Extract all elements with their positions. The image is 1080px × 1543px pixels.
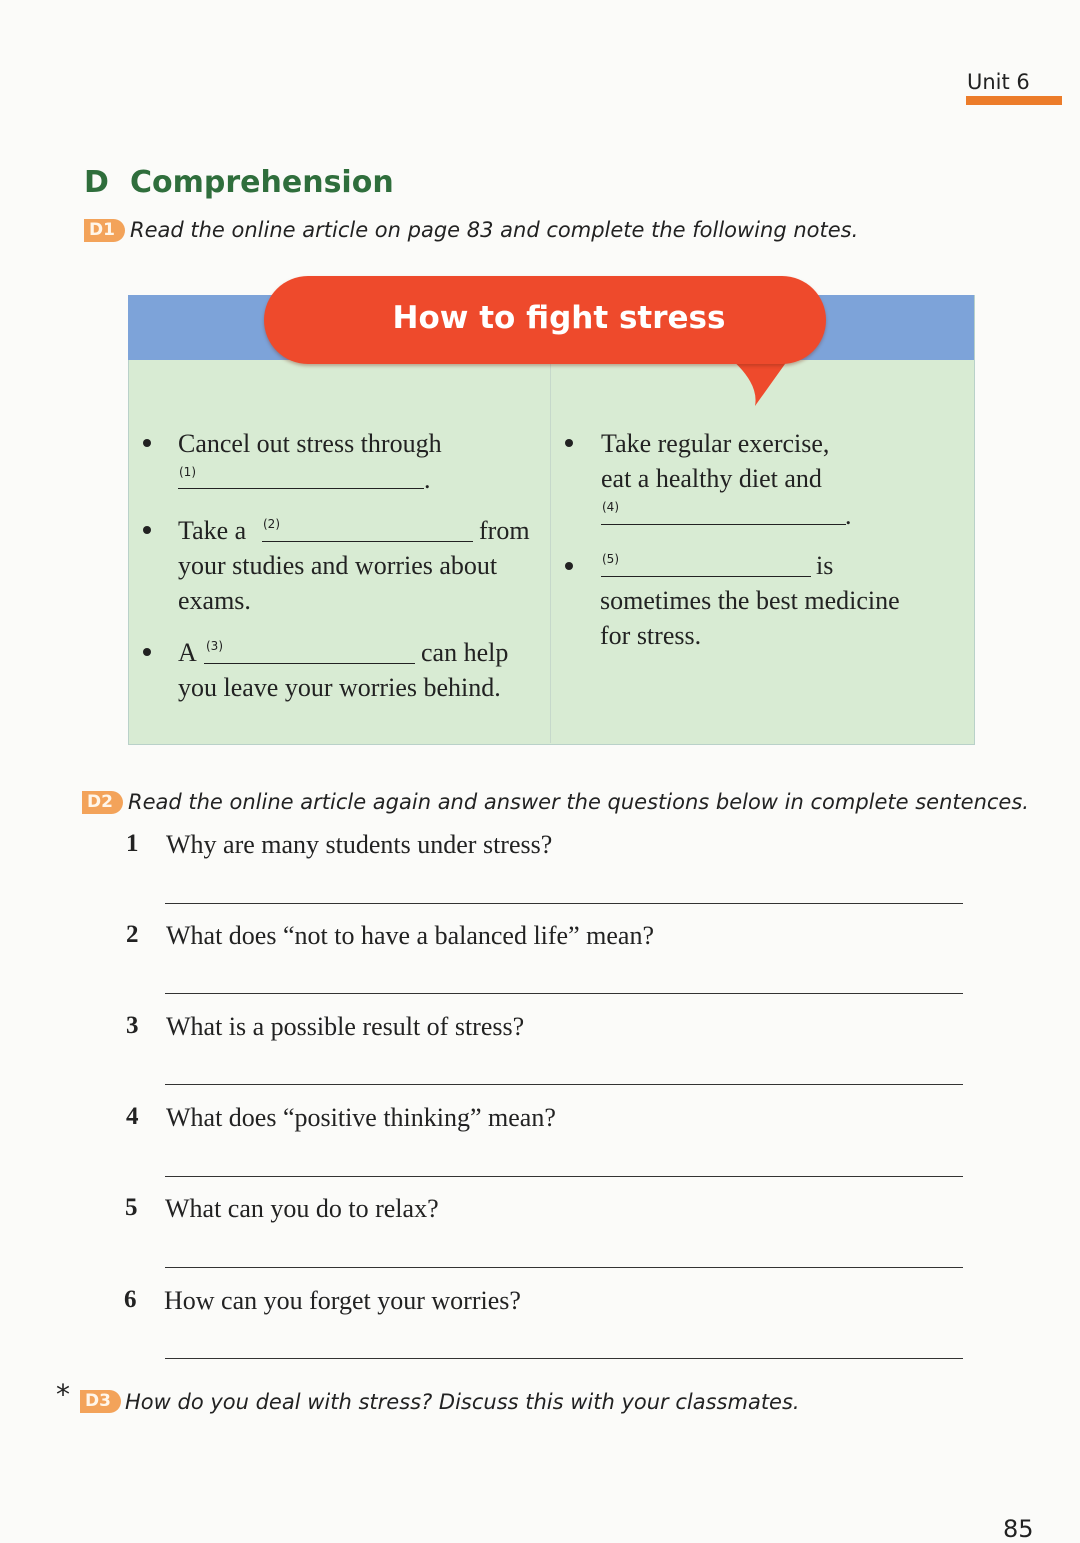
note-item1-text: Cancel out stress through: [178, 429, 442, 458]
d2-instruction: Read the online article again and answer the questions below in complete sentences.: [128, 790, 1029, 814]
answer-blank-1[interactable]: [178, 488, 424, 489]
section-title: Comprehension: [130, 165, 394, 200]
note-item4-line1: Take regular exercise,: [601, 429, 830, 458]
d1-instruction: Read the online article on page 83 and complete the following notes.: [130, 218, 859, 242]
answer-line[interactable]: [165, 1358, 963, 1359]
note-item3-line2: you leave your worries behind.: [178, 673, 501, 702]
d3-instruction: How do you deal with stress? Discuss this with your classmates.: [125, 1390, 800, 1414]
note-item5-line3: for stress.: [600, 621, 702, 650]
blank-number-5: (5): [602, 552, 619, 566]
blank-number-1: (1): [179, 465, 196, 479]
section-letter: D: [84, 165, 109, 200]
bullet: [143, 526, 151, 534]
answer-line[interactable]: [165, 1084, 963, 1085]
notes-title: How to fight stress: [392, 300, 726, 336]
question-number: 1: [126, 830, 139, 857]
note-item1-period: .: [424, 465, 431, 494]
answer-line[interactable]: [165, 903, 963, 904]
question-number: 6: [124, 1286, 137, 1313]
question-number: 5: [125, 1194, 138, 1221]
answer-blank-5[interactable]: [601, 576, 811, 577]
unit-underline-bar: [966, 96, 1062, 105]
question-text: What is a possible result of stress?: [166, 1012, 525, 1041]
question-text: What can you do to relax?: [165, 1194, 439, 1223]
question-number: 2: [126, 921, 139, 948]
note-item4-line2: eat a healthy diet and: [601, 464, 822, 493]
blank-number-3: (3): [206, 639, 223, 653]
answer-blank-4[interactable]: [601, 524, 846, 525]
question-text: Why are many students under stress?: [166, 830, 553, 859]
bullet: [565, 439, 573, 447]
d3-badge: D3: [80, 1390, 121, 1413]
note-item2-start: Take a: [178, 516, 247, 545]
answer-line[interactable]: [165, 993, 963, 994]
question-text: How can you forget your worries?: [164, 1286, 521, 1315]
answer-line[interactable]: [165, 1176, 963, 1177]
answer-blank-2[interactable]: [262, 541, 473, 542]
notes-column-divider: [550, 360, 551, 743]
blank-number-4: (4): [602, 500, 619, 514]
note-item2-line2: your studies and worries about: [178, 551, 498, 580]
note-item3-start: A: [178, 638, 197, 667]
note-item5-is: is: [816, 551, 834, 580]
answer-line[interactable]: [165, 1267, 963, 1268]
bullet: [565, 562, 573, 570]
question-text: What does “not to have a balanced life” mean?: [166, 921, 654, 950]
bullet: [143, 439, 151, 447]
bullet: [143, 648, 151, 656]
blank-number-2: (2): [263, 517, 280, 531]
note-item4-period: .: [845, 501, 852, 530]
note-item2-line3: exams.: [178, 586, 251, 615]
question-number: 4: [126, 1103, 139, 1130]
d1-badge: D1: [84, 219, 125, 242]
d2-badge: D2: [82, 791, 123, 814]
page-number: 85: [1003, 1515, 1034, 1543]
question-number: 3: [126, 1012, 139, 1039]
challenge-star-icon: *: [56, 1378, 70, 1411]
note-item3-canhelp: can help: [421, 638, 509, 667]
unit-label: Unit 6: [967, 70, 1030, 94]
note-item5-line2: sometimes the best medicine: [600, 586, 900, 615]
note-item2-from: from: [479, 516, 530, 545]
question-text: What does “positive thinking” mean?: [166, 1103, 556, 1132]
answer-blank-3[interactable]: [204, 663, 415, 664]
